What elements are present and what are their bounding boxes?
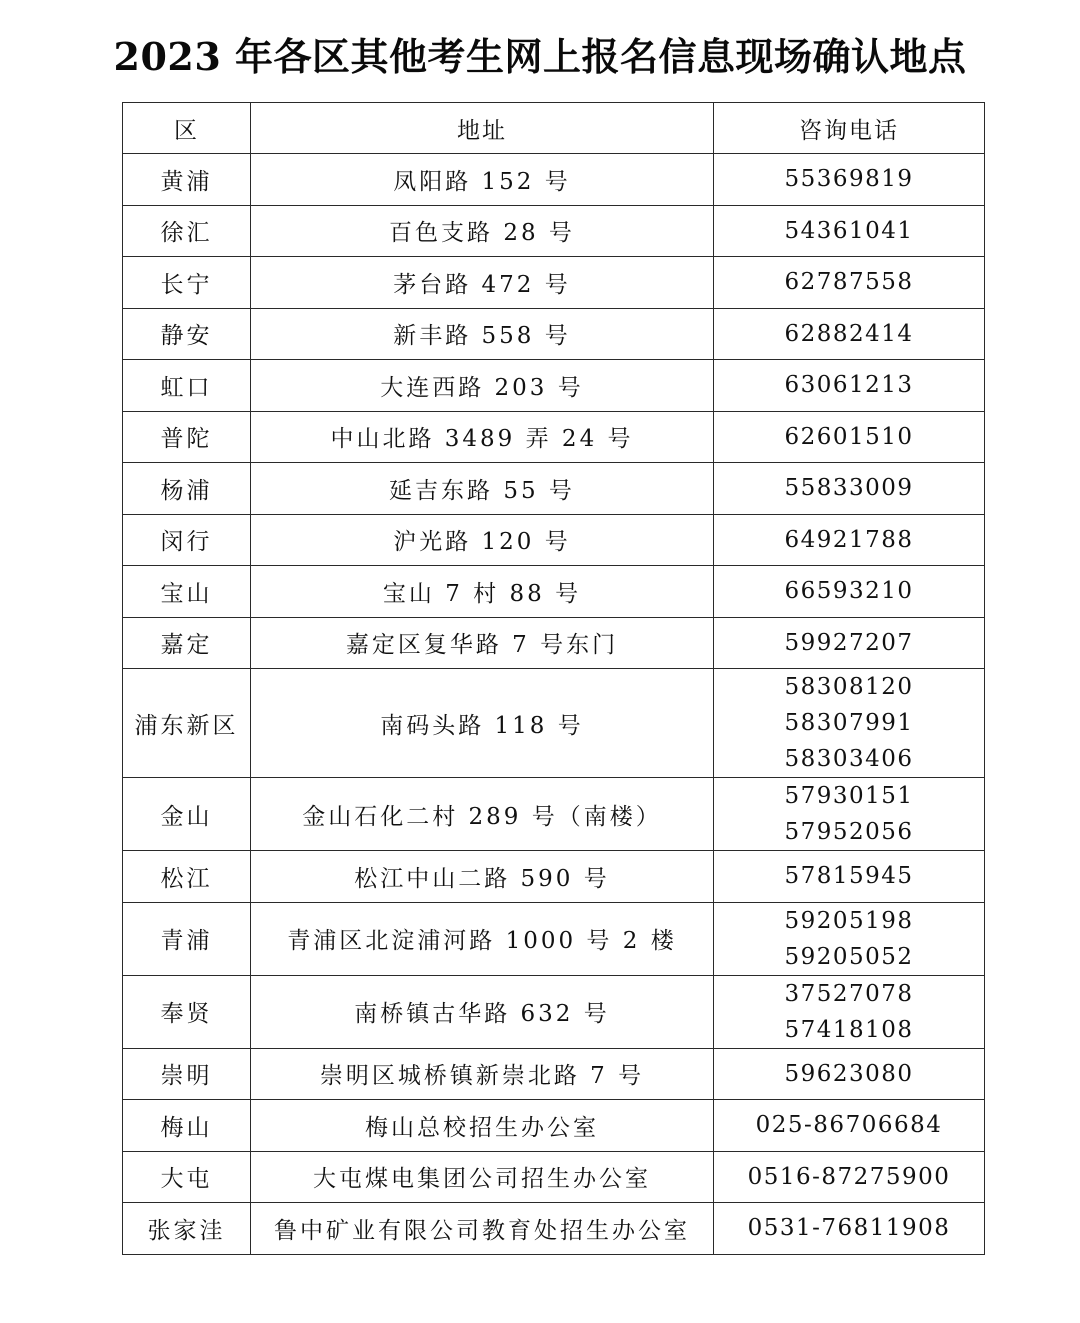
phone-number: 37527078: [784, 980, 914, 1007]
address-cell: 沪光路 120 号: [251, 514, 714, 566]
address-cell: 南码头路 118 号: [251, 669, 714, 778]
phone-cell: [714, 851, 985, 903]
district-cell: 崇明: [123, 1048, 251, 1100]
table-body: [123, 154, 985, 1255]
district-cell: 青浦: [123, 902, 251, 975]
address-cell: 鲁中矿业有限公司教育处招生办公室: [251, 1203, 714, 1255]
district-cell: 金山: [123, 778, 251, 851]
header-district: 区: [123, 103, 251, 154]
district-cell: 徐汇: [123, 205, 251, 257]
phone-number: 59205052: [784, 943, 914, 970]
header-address: 地址: [251, 103, 714, 154]
address-cell: 大连西路 203 号: [251, 360, 714, 412]
table-row: [123, 902, 985, 975]
table-row: [123, 778, 985, 851]
phone-number: 54361041: [784, 217, 914, 244]
district-cell: 静安: [123, 308, 251, 360]
address-cell: 大屯煤电集团公司招生办公室: [251, 1151, 714, 1203]
table-row: [123, 1151, 985, 1203]
page-title: 2023 年各区其他考生网上报名信息现场确认地点: [113, 34, 967, 79]
phone-number: 62882414: [784, 320, 914, 347]
table-row: [123, 1048, 985, 1100]
table-row: [123, 257, 985, 309]
address-cell: 嘉定区复华路 7 号东门: [251, 617, 714, 669]
table-row: [123, 1100, 985, 1152]
district-cell: 虹口: [123, 360, 251, 412]
phone-cell: [714, 360, 985, 412]
district-cell: 松江: [123, 851, 251, 903]
address-cell: 茅台路 472 号: [251, 257, 714, 309]
phone-number: 57815945: [784, 863, 914, 890]
district-cell: 奉贤: [123, 975, 251, 1048]
address-cell: 南桥镇古华路 632 号: [251, 975, 714, 1048]
header-phone: 咨询电话: [714, 103, 985, 154]
phone-number: 0516-87275900: [747, 1163, 951, 1190]
address-cell: 青浦区北淀浦河路 1000 号 2 楼: [251, 902, 714, 975]
address-cell: 延吉东路 55 号: [251, 463, 714, 515]
table-row: [123, 154, 985, 206]
table-row: [123, 308, 985, 360]
district-cell: 杨浦: [123, 463, 251, 515]
address-cell: 新丰路 558 号: [251, 308, 714, 360]
phone-number: 59623080: [784, 1060, 914, 1087]
phone-cell: [714, 463, 985, 515]
phone-number: 0531-76811908: [747, 1215, 951, 1242]
phone-number: 66593210: [784, 578, 914, 605]
phone-cell: [714, 902, 985, 975]
phone-number: 55833009: [784, 475, 914, 502]
table-row: [123, 1203, 985, 1255]
address-cell: 梅山总校招生办公室: [251, 1100, 714, 1152]
district-cell: 大屯: [123, 1151, 251, 1203]
phone-number: 57418108: [784, 1016, 914, 1043]
phone-number: 57930151: [784, 783, 914, 809]
phone-number: 59205198: [784, 907, 914, 934]
confirmation-sites-table: [122, 102, 985, 1255]
phone-cell: [714, 1100, 985, 1152]
phone-cell: [714, 257, 985, 309]
phone-cell: [714, 205, 985, 257]
table-row: [123, 617, 985, 669]
phone-cell: [714, 1203, 985, 1255]
phone-cell: [714, 411, 985, 463]
phone-number: 57952056: [784, 819, 914, 845]
address-cell: 百色支路 28 号: [251, 205, 714, 257]
table-row: [123, 514, 985, 566]
table-row: [123, 975, 985, 1048]
phone-number: 62601510: [784, 423, 914, 450]
district-cell: 浦东新区: [123, 669, 251, 778]
district-cell: 宝山: [123, 566, 251, 618]
address-cell: 崇明区城桥镇新崇北路 7 号: [251, 1048, 714, 1100]
table-row: [123, 411, 985, 463]
phone-cell: [714, 778, 985, 851]
address-cell: 金山石化二村 289 号（南楼）: [251, 778, 714, 851]
district-cell: 梅山: [123, 1100, 251, 1152]
district-cell: 闵行: [123, 514, 251, 566]
phone-cell: [714, 154, 985, 206]
phone-number: 55369819: [784, 166, 914, 193]
address-cell: 松江中山二路 590 号: [251, 851, 714, 903]
phone-cell: [714, 669, 985, 778]
phone-cell: [714, 617, 985, 669]
phone-cell: [714, 1048, 985, 1100]
phone-number: 58308120: [784, 674, 914, 700]
table-row: [123, 205, 985, 257]
table-row: [123, 669, 985, 778]
phone-number: 62787558: [784, 269, 914, 296]
table-row: [123, 463, 985, 515]
phone-number: 58303406: [784, 746, 914, 772]
table-row: [123, 566, 985, 618]
table-row: [123, 851, 985, 903]
address-cell: 中山北路 3489 弄 24 号: [251, 411, 714, 463]
phone-number: 59927207: [784, 629, 914, 656]
address-cell: 宝山 7 村 88 号: [251, 566, 714, 618]
phone-number: 025-86706684: [755, 1112, 943, 1139]
district-cell: 黄浦: [123, 154, 251, 206]
district-cell: 长宁: [123, 257, 251, 309]
address-cell: 凤阳路 152 号: [251, 154, 714, 206]
phone-cell: [714, 308, 985, 360]
phone-cell: [714, 566, 985, 618]
district-cell: 张家洼: [123, 1203, 251, 1255]
phone-cell: [714, 1151, 985, 1203]
table-header-row: [123, 103, 985, 154]
district-cell: 普陀: [123, 411, 251, 463]
phone-cell: [714, 975, 985, 1048]
table-row: [123, 360, 985, 412]
phone-number: 58307991: [784, 710, 914, 736]
phone-number: 63061213: [784, 372, 914, 399]
phone-cell: [714, 514, 985, 566]
phone-number: 64921788: [784, 526, 914, 553]
district-cell: 嘉定: [123, 617, 251, 669]
